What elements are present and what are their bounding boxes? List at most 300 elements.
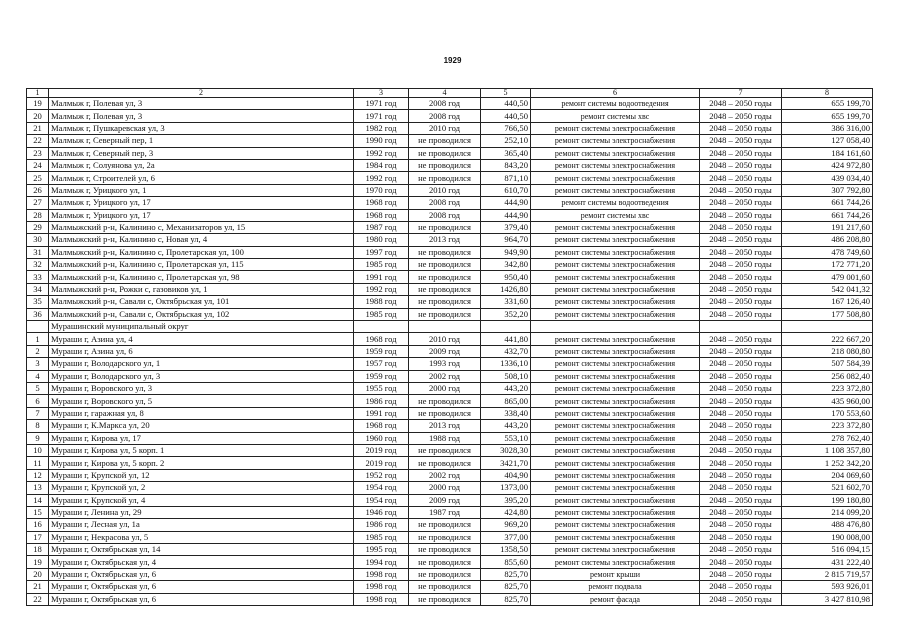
area-cell: 404,90 xyxy=(481,469,531,481)
table-body xyxy=(27,89,873,606)
row-number-cell: 23 xyxy=(27,147,49,159)
work-type-cell: ремонт системы электроснабжения xyxy=(531,147,700,159)
row-number-cell: 8 xyxy=(27,420,49,432)
period-cell: 2048 – 2050 годы xyxy=(700,556,782,568)
work-type-cell: ремонт системы электроснабжения xyxy=(531,221,700,233)
last-repair-year-cell: не проводился xyxy=(409,147,481,159)
row-number-cell: 26 xyxy=(27,184,49,196)
row-number-cell: 19 xyxy=(27,556,49,568)
row-number-cell: 19 xyxy=(27,98,49,110)
row-number-cell: 2 xyxy=(27,345,49,357)
cost-cell: 507 584,39 xyxy=(782,358,873,370)
build-year-cell: 2019 год xyxy=(354,457,409,469)
last-repair-year-cell: не проводился xyxy=(409,283,481,295)
build-year-cell: 1968 год xyxy=(354,209,409,221)
address-cell: Малмыж г, Северный пер, 3 xyxy=(49,147,354,159)
work-type-cell: ремонт системы хвс xyxy=(531,110,700,122)
period-cell: 2048 – 2050 годы xyxy=(700,444,782,456)
table-row xyxy=(27,568,873,580)
address-cell: Мураши г, Октябрьская ул, 6 xyxy=(49,568,354,580)
row-number-cell: 20 xyxy=(27,568,49,580)
table-row xyxy=(27,395,873,407)
table-header-row xyxy=(27,89,873,98)
row-number-cell: 24 xyxy=(27,159,49,171)
area-cell: 1426,80 xyxy=(481,283,531,295)
period-cell: 2048 – 2050 годы xyxy=(700,221,782,233)
build-year-cell: 1968 год xyxy=(354,333,409,345)
table-row xyxy=(27,581,873,593)
last-repair-year-cell: не проводился xyxy=(409,544,481,556)
row-number-cell: 18 xyxy=(27,544,49,556)
area-cell: 365,40 xyxy=(481,147,531,159)
work-type-cell: ремонт системы электроснабжения xyxy=(531,259,700,271)
area-cell: 443,20 xyxy=(481,382,531,394)
area-cell: 338,40 xyxy=(481,407,531,419)
period-cell: 2048 – 2050 годы xyxy=(700,531,782,543)
cost-cell: 222 667,20 xyxy=(782,333,873,345)
row-number-cell: 27 xyxy=(27,197,49,209)
work-type-cell: ремонт системы электроснабжения xyxy=(531,432,700,444)
area-cell: 843,20 xyxy=(481,159,531,171)
build-year-cell: 1982 год xyxy=(354,122,409,134)
address-cell: Малмыж г, Полевая ул, 3 xyxy=(49,110,354,122)
last-repair-year-cell: не проводился xyxy=(409,159,481,171)
cost-cell: 127 058,40 xyxy=(782,135,873,147)
row-number-cell xyxy=(27,321,49,333)
last-repair-year-cell: 1988 год xyxy=(409,432,481,444)
work-type-cell: ремонт системы хвс xyxy=(531,209,700,221)
address-cell: Малмыж г, Полевая ул, 3 xyxy=(49,98,354,110)
build-year-cell: 1959 год xyxy=(354,370,409,382)
cost-cell: 655 199,70 xyxy=(782,98,873,110)
table-row xyxy=(27,197,873,209)
cost-cell: 661 744,26 xyxy=(782,197,873,209)
area-cell: 1336,10 xyxy=(481,358,531,370)
table-row xyxy=(27,296,873,308)
work-type-cell: ремонт системы электроснабжения xyxy=(531,246,700,258)
row-number-cell: 15 xyxy=(27,506,49,518)
work-type-cell: ремонт системы электроснабжения xyxy=(531,519,700,531)
cost-cell: 542 041,32 xyxy=(782,283,873,295)
header-cell: 6 xyxy=(531,89,700,98)
last-repair-year-cell: не проводился xyxy=(409,308,481,320)
build-year-cell: 1970 год xyxy=(354,184,409,196)
work-type-cell: ремонт системы электроснабжения xyxy=(531,283,700,295)
table-row xyxy=(27,432,873,444)
work-type-cell: ремонт подвала xyxy=(531,581,700,593)
table-row xyxy=(27,544,873,556)
area-cell: 3028,30 xyxy=(481,444,531,456)
cost-cell: 479 001,60 xyxy=(782,271,873,283)
area-cell: 610,70 xyxy=(481,184,531,196)
build-year-cell: 1994 год xyxy=(354,556,409,568)
build-year-cell: 1992 год xyxy=(354,172,409,184)
last-repair-year-cell: 2013 год xyxy=(409,420,481,432)
cost-cell: 593 926,01 xyxy=(782,581,873,593)
period-cell: 2048 – 2050 годы xyxy=(700,271,782,283)
row-number-cell: 31 xyxy=(27,246,49,258)
table-row xyxy=(27,407,873,419)
period-cell: 2048 – 2050 годы xyxy=(700,159,782,171)
row-number-cell: 1 xyxy=(27,333,49,345)
address-cell: Мурашинский муниципальный округ xyxy=(49,321,354,333)
address-cell: Малмыж г, Урицкого ул, 17 xyxy=(49,197,354,209)
area-cell: 424,80 xyxy=(481,506,531,518)
period-cell: 2048 – 2050 годы xyxy=(700,122,782,134)
period-cell: 2048 – 2050 годы xyxy=(700,172,782,184)
build-year-cell: 1998 год xyxy=(354,593,409,605)
cost-cell: 2 815 719,57 xyxy=(782,568,873,580)
area-cell: 865,00 xyxy=(481,395,531,407)
work-type-cell: ремонт системы электроснабжения xyxy=(531,531,700,543)
address-cell: Мураши г, Лесная ул, 1а xyxy=(49,519,354,531)
address-cell: Мураши г, Кирова ул, 5 корп. 1 xyxy=(49,444,354,456)
work-type-cell: ремонт фасада xyxy=(531,593,700,605)
period-cell: 2048 – 2050 годы xyxy=(700,197,782,209)
work-type-cell xyxy=(531,321,700,333)
build-year-cell: 1985 год xyxy=(354,308,409,320)
cost-cell: 199 180,80 xyxy=(782,494,873,506)
period-cell: 2048 – 2050 годы xyxy=(700,469,782,481)
row-number-cell: 20 xyxy=(27,110,49,122)
table-row xyxy=(27,593,873,605)
row-number-cell: 36 xyxy=(27,308,49,320)
table-row xyxy=(27,184,873,196)
period-cell: 2048 – 2050 годы xyxy=(700,432,782,444)
last-repair-year-cell: не проводился xyxy=(409,395,481,407)
build-year-cell: 1952 год xyxy=(354,469,409,481)
build-year-cell: 1971 год xyxy=(354,98,409,110)
build-year-cell: 2019 год xyxy=(354,444,409,456)
period-cell: 2048 – 2050 годы xyxy=(700,358,782,370)
last-repair-year-cell: 2010 год xyxy=(409,333,481,345)
last-repair-year-cell: 2010 год xyxy=(409,184,481,196)
cost-cell: 278 762,40 xyxy=(782,432,873,444)
row-number-cell: 5 xyxy=(27,382,49,394)
build-year-cell: 1985 год xyxy=(354,259,409,271)
work-type-cell: ремонт системы электроснабжения xyxy=(531,184,700,196)
cost-cell: 386 316,00 xyxy=(782,122,873,134)
work-type-cell: ремонт системы электроснабжения xyxy=(531,135,700,147)
cost-cell: 1 252 342,20 xyxy=(782,457,873,469)
address-cell: Малмыж г, Строителей ул, 6 xyxy=(49,172,354,184)
address-cell: Мураши г, Ленина ул, 29 xyxy=(49,506,354,518)
period-cell: 2048 – 2050 годы xyxy=(700,544,782,556)
address-cell: Малмыж г, Северный пер, 1 xyxy=(49,135,354,147)
table-row xyxy=(27,482,873,494)
table-row xyxy=(27,98,873,110)
table-row xyxy=(27,556,873,568)
build-year-cell xyxy=(354,321,409,333)
table-row xyxy=(27,159,873,171)
area-cell: 352,20 xyxy=(481,308,531,320)
build-year-cell: 1997 год xyxy=(354,246,409,258)
table-row xyxy=(27,234,873,246)
cost-cell: 1 108 357,80 xyxy=(782,444,873,456)
build-year-cell: 1971 год xyxy=(354,110,409,122)
table-row xyxy=(27,122,873,134)
period-cell: 2048 – 2050 годы xyxy=(700,110,782,122)
address-cell: Малмыжский р-н, Калинино с, Пролетарская ул, 98 xyxy=(49,271,354,283)
cost-cell: 516 094,15 xyxy=(782,544,873,556)
build-year-cell: 1985 год xyxy=(354,531,409,543)
work-type-cell: ремонт системы электроснабжения xyxy=(531,469,700,481)
table-row xyxy=(27,345,873,357)
work-type-cell: ремонт системы электроснабжения xyxy=(531,159,700,171)
work-type-cell: ремонт системы электроснабжения xyxy=(531,172,700,184)
row-number-cell: 3 xyxy=(27,358,49,370)
address-cell: Малмыжский р-н, Савали с, Октябрьская ул, 102 xyxy=(49,308,354,320)
build-year-cell: 1984 год xyxy=(354,159,409,171)
table-row xyxy=(27,494,873,506)
cost-cell: 170 553,60 xyxy=(782,407,873,419)
build-year-cell: 1992 год xyxy=(354,147,409,159)
table-row xyxy=(27,246,873,258)
build-year-cell: 1954 год xyxy=(354,482,409,494)
address-cell: Малмыжский р-н, Калинино с, Механизаторов ул, 15 xyxy=(49,221,354,233)
address-cell: Мураши г, Кирова ул, 5 корп. 2 xyxy=(49,457,354,469)
area-cell: 395,20 xyxy=(481,494,531,506)
last-repair-year-cell: не проводился xyxy=(409,246,481,258)
row-number-cell: 28 xyxy=(27,209,49,221)
cost-cell xyxy=(782,321,873,333)
cost-cell: 655 199,70 xyxy=(782,110,873,122)
period-cell: 2048 – 2050 годы xyxy=(700,420,782,432)
table-row xyxy=(27,221,873,233)
period-cell: 2048 – 2050 годы xyxy=(700,98,782,110)
table-row xyxy=(27,370,873,382)
address-cell: Мураши г, Кирова ул, 17 xyxy=(49,432,354,444)
build-year-cell: 1987 год xyxy=(354,221,409,233)
last-repair-year-cell: 2009 год xyxy=(409,345,481,357)
row-number-cell: 34 xyxy=(27,283,49,295)
cost-cell: 223 372,80 xyxy=(782,420,873,432)
area-cell: 553,10 xyxy=(481,432,531,444)
work-type-cell: ремонт системы электроснабжения xyxy=(531,358,700,370)
address-cell: Малмыж г, Урицкого ул, 1 xyxy=(49,184,354,196)
period-cell: 2048 – 2050 годы xyxy=(700,506,782,518)
address-cell: Малмыж г, Солуянова ул, 2а xyxy=(49,159,354,171)
last-repair-year-cell: не проводился xyxy=(409,593,481,605)
address-cell: Мураши г, Некрасова ул, 5 xyxy=(49,531,354,543)
header-cell: 3 xyxy=(354,89,409,98)
table-row xyxy=(27,110,873,122)
work-type-cell: ремонт системы электроснабжения xyxy=(531,420,700,432)
period-cell: 2048 – 2050 годы xyxy=(700,395,782,407)
last-repair-year-cell: не проводился xyxy=(409,457,481,469)
row-number-cell: 9 xyxy=(27,432,49,444)
cost-cell: 223 372,80 xyxy=(782,382,873,394)
area-cell: 766,50 xyxy=(481,122,531,134)
work-type-cell: ремонт системы электроснабжения xyxy=(531,296,700,308)
address-cell: Мураши г, Крупской ул, 4 xyxy=(49,494,354,506)
area-cell: 441,80 xyxy=(481,333,531,345)
area-cell: 444,90 xyxy=(481,197,531,209)
header-cell: 7 xyxy=(700,89,782,98)
cost-cell: 424 972,80 xyxy=(782,159,873,171)
last-repair-year-cell: 1993 год xyxy=(409,358,481,370)
work-type-cell: ремонт системы электроснабжения xyxy=(531,457,700,469)
address-cell: Малмыжский р-н, Калинино с, Пролетарская ул, 115 xyxy=(49,259,354,271)
build-year-cell: 1986 год xyxy=(354,395,409,407)
address-cell: Мураши г, Октябрьская ул, 6 xyxy=(49,581,354,593)
period-cell: 2048 – 2050 годы xyxy=(700,407,782,419)
last-repair-year-cell: 2010 год xyxy=(409,122,481,134)
work-type-cell: ремонт системы электроснабжения xyxy=(531,407,700,419)
last-repair-year-cell: 2008 год xyxy=(409,110,481,122)
work-type-cell: ремонт системы электроснабжения xyxy=(531,544,700,556)
row-number-cell: 14 xyxy=(27,494,49,506)
period-cell: 2048 – 2050 годы xyxy=(700,308,782,320)
cost-cell: 478 749,60 xyxy=(782,246,873,258)
address-cell: Мураши г, Воровского ул, 5 xyxy=(49,395,354,407)
cost-cell: 521 602,70 xyxy=(782,482,873,494)
build-year-cell: 1986 год xyxy=(354,519,409,531)
area-cell: 949,90 xyxy=(481,246,531,258)
page-number: 1929 xyxy=(443,56,462,65)
area-cell: 508,10 xyxy=(481,370,531,382)
area-cell: 440,50 xyxy=(481,110,531,122)
period-cell: 2048 – 2050 годы xyxy=(700,457,782,469)
work-type-cell: ремонт системы электроснабжения xyxy=(531,345,700,357)
row-number-cell: 29 xyxy=(27,221,49,233)
cost-cell: 190 008,00 xyxy=(782,531,873,543)
build-year-cell: 1998 год xyxy=(354,581,409,593)
work-type-cell: ремонт системы электроснабжения xyxy=(531,382,700,394)
address-cell: Малмыжский р-н, Савали с, Октябрьская ул, 101 xyxy=(49,296,354,308)
area-cell: 1373,00 xyxy=(481,482,531,494)
row-number-cell: 12 xyxy=(27,469,49,481)
area-cell: 871,10 xyxy=(481,172,531,184)
area-cell: 342,80 xyxy=(481,259,531,271)
period-cell xyxy=(700,321,782,333)
work-type-cell: ремонт системы электроснабжения xyxy=(531,370,700,382)
cost-cell: 435 960,00 xyxy=(782,395,873,407)
period-cell: 2048 – 2050 годы xyxy=(700,519,782,531)
row-number-cell: 35 xyxy=(27,296,49,308)
last-repair-year-cell: не проводился xyxy=(409,444,481,456)
last-repair-year-cell xyxy=(409,321,481,333)
period-cell: 2048 – 2050 годы xyxy=(700,345,782,357)
table-row xyxy=(27,457,873,469)
area-cell: 969,20 xyxy=(481,519,531,531)
last-repair-year-cell: 2000 год xyxy=(409,482,481,494)
area-cell: 440,50 xyxy=(481,98,531,110)
table-row xyxy=(27,259,873,271)
address-cell: Мураши г, Крупской ул, 12 xyxy=(49,469,354,481)
cost-cell: 167 126,40 xyxy=(782,296,873,308)
work-type-cell: ремонт системы водоотведения xyxy=(531,98,700,110)
address-cell: Малмыж г, Урицкого ул, 17 xyxy=(49,209,354,221)
address-cell: Мураши г, Крупской ул, 2 xyxy=(49,482,354,494)
last-repair-year-cell: не проводился xyxy=(409,259,481,271)
row-number-cell: 22 xyxy=(27,135,49,147)
address-cell: Мураши г, Воровского ул, 3 xyxy=(49,382,354,394)
address-cell: Мураши г, гаражная ул, 8 xyxy=(49,407,354,419)
work-type-cell: ремонт системы электроснабжения xyxy=(531,494,700,506)
row-number-cell: 25 xyxy=(27,172,49,184)
address-cell: Мураши г, К.Маркса ул, 20 xyxy=(49,420,354,432)
cost-cell: 256 082,40 xyxy=(782,370,873,382)
build-year-cell: 1998 год xyxy=(354,568,409,580)
period-cell: 2048 – 2050 годы xyxy=(700,283,782,295)
cost-cell: 486 208,80 xyxy=(782,234,873,246)
table-row xyxy=(27,358,873,370)
address-cell: Мураши г, Октябрьская ул, 4 xyxy=(49,556,354,568)
cost-cell: 307 792,80 xyxy=(782,184,873,196)
area-cell: 252,10 xyxy=(481,135,531,147)
table-row xyxy=(27,271,873,283)
last-repair-year-cell: не проводился xyxy=(409,556,481,568)
build-year-cell: 1990 год xyxy=(354,135,409,147)
cost-cell: 3 427 810,98 xyxy=(782,593,873,605)
cost-cell: 184 161,60 xyxy=(782,147,873,159)
cost-cell: 177 508,80 xyxy=(782,308,873,320)
area-cell: 964,70 xyxy=(481,234,531,246)
header-cell: 2 xyxy=(49,89,354,98)
table-row xyxy=(27,469,873,481)
period-cell: 2048 – 2050 годы xyxy=(700,581,782,593)
table-row xyxy=(27,209,873,221)
build-year-cell: 1992 год xyxy=(354,283,409,295)
last-repair-year-cell: не проводился xyxy=(409,519,481,531)
build-year-cell: 1946 год xyxy=(354,506,409,518)
row-number-cell: 7 xyxy=(27,407,49,419)
period-cell: 2048 – 2050 годы xyxy=(700,246,782,258)
last-repair-year-cell: не проводился xyxy=(409,581,481,593)
period-cell: 2048 – 2050 годы xyxy=(700,482,782,494)
period-cell: 2048 – 2050 годы xyxy=(700,184,782,196)
area-cell: 1358,50 xyxy=(481,544,531,556)
last-repair-year-cell: не проводился xyxy=(409,407,481,419)
work-type-cell: ремонт системы электроснабжения xyxy=(531,395,700,407)
row-number-cell: 4 xyxy=(27,370,49,382)
repair-schedule-table xyxy=(26,88,873,606)
last-repair-year-cell: 2002 год xyxy=(409,469,481,481)
address-cell: Малмыжский р-н, Рожки с, газовиков ул, 1 xyxy=(49,283,354,295)
last-repair-year-cell: 2000 год xyxy=(409,382,481,394)
address-cell: Мураши г, Октябрьская ул, 14 xyxy=(49,544,354,556)
header-cell: 1 xyxy=(27,89,49,98)
row-number-cell: 10 xyxy=(27,444,49,456)
table-row xyxy=(27,506,873,518)
last-repair-year-cell: 2008 год xyxy=(409,209,481,221)
cost-cell: 204 069,60 xyxy=(782,469,873,481)
work-type-cell: ремонт крыши xyxy=(531,568,700,580)
row-number-cell: 22 xyxy=(27,593,49,605)
period-cell: 2048 – 2050 годы xyxy=(700,147,782,159)
build-year-cell: 1957 год xyxy=(354,358,409,370)
work-type-cell: ремонт системы электроснабжения xyxy=(531,308,700,320)
cost-cell: 661 744,26 xyxy=(782,209,873,221)
period-cell: 2048 – 2050 годы xyxy=(700,234,782,246)
area-cell: 950,40 xyxy=(481,271,531,283)
area-cell: 825,70 xyxy=(481,568,531,580)
area-cell: 331,60 xyxy=(481,296,531,308)
header-cell: 5 xyxy=(481,89,531,98)
area-cell: 443,20 xyxy=(481,420,531,432)
work-type-cell: ремонт системы электроснабжения xyxy=(531,444,700,456)
area-cell: 825,70 xyxy=(481,593,531,605)
cost-cell: 488 476,80 xyxy=(782,519,873,531)
address-cell: Мураши г, Володарского ул, 1 xyxy=(49,358,354,370)
cost-cell: 439 034,40 xyxy=(782,172,873,184)
area-cell: 855,60 xyxy=(481,556,531,568)
work-type-cell: ремонт системы электроснабжения xyxy=(531,506,700,518)
build-year-cell: 1968 год xyxy=(354,420,409,432)
last-repair-year-cell: не проводился xyxy=(409,296,481,308)
header-cell: 8 xyxy=(782,89,873,98)
